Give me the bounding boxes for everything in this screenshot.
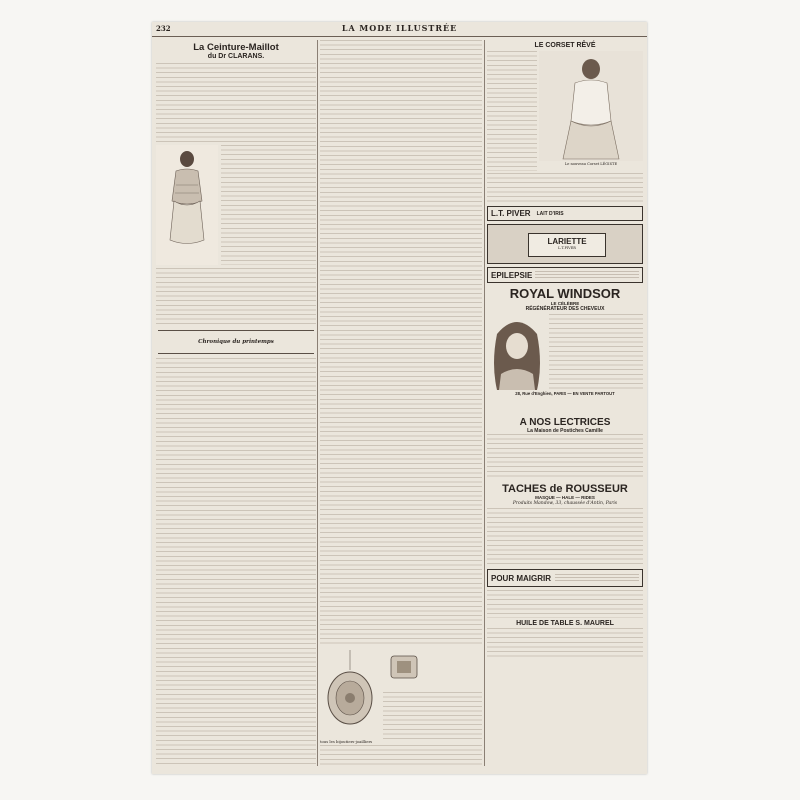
corset-caption: Le nouveau Corset LÉGISTE: [564, 162, 618, 166]
corset-illustration: [539, 51, 643, 161]
column-left: [156, 40, 316, 766]
lariette-label: LARIETTE: [547, 237, 587, 246]
magazine-page: [152, 22, 647, 774]
epilepsie-ad: [487, 267, 643, 283]
article-text-middle: [320, 40, 482, 645]
journal-title: LA MODE ILLUSTRÉE: [341, 23, 458, 33]
article-subtitle: du Dr CLARANS.: [207, 53, 265, 60]
section-banner: Chronique du printemps: [158, 330, 314, 354]
woman-portrait: [487, 314, 547, 390]
huile-title: HUILE DE TABLE S. MAUREL: [516, 620, 614, 627]
page-header: [152, 22, 647, 37]
article-title: La Ceinture-Maillot: [193, 42, 279, 53]
lariette-sub: L.T.PIVER: [558, 246, 576, 250]
epilepsie-title: EPILEPSIE: [491, 270, 533, 280]
piver-product: LAIT D'IRIS: [536, 210, 564, 217]
figure-caption: tous les bijoutiers-joailliers: [320, 739, 373, 744]
jewelry-illustration: [320, 648, 380, 738]
chronique-text: [156, 358, 316, 766]
column-rule: [484, 40, 485, 766]
taches-product: Produits Mandow, 33, chaussée d'Antin, Paris: [512, 501, 618, 506]
article-text: [156, 63, 316, 143]
maigrir-title: POUR MAIGRIR: [491, 573, 551, 583]
piver-brand: L.T. PIVER: [491, 209, 531, 218]
royal-windsor-ad: [487, 286, 643, 414]
bracelet-illustration: [383, 648, 478, 688]
royal-windsor-footer: 28, Rue d'Enghien, PARIS — EN VENTE PARTOUT: [515, 391, 615, 396]
column-middle: [320, 40, 482, 766]
column-right: [487, 40, 643, 766]
royal-windsor-title: ROYAL WINDSOR: [509, 286, 621, 301]
ceinture-illustration: [156, 145, 218, 265]
page-number: 232: [156, 24, 171, 33]
lectrices-subtitle: La Maison de Postiches Camille: [527, 428, 603, 434]
royal-windsor-sub2: RÉGÉNÉRATEUR DES CHEVEUX: [525, 306, 605, 312]
corset-title: LE CORSET RÊVÉ: [534, 42, 596, 49]
column-rule: [317, 40, 318, 766]
lariette-ad: [487, 224, 643, 264]
maigrir-ad: [487, 569, 643, 587]
taches-title: TACHES de ROUSSEUR: [502, 483, 628, 495]
taches-sub: MASQUE — HALE — RIDES: [535, 495, 595, 500]
royal-windsor-sub1: LE CÉLÈBRE: [550, 301, 580, 306]
piver-ad: [487, 206, 643, 221]
lectrices-title: A NOS LECTRICES: [519, 417, 611, 428]
